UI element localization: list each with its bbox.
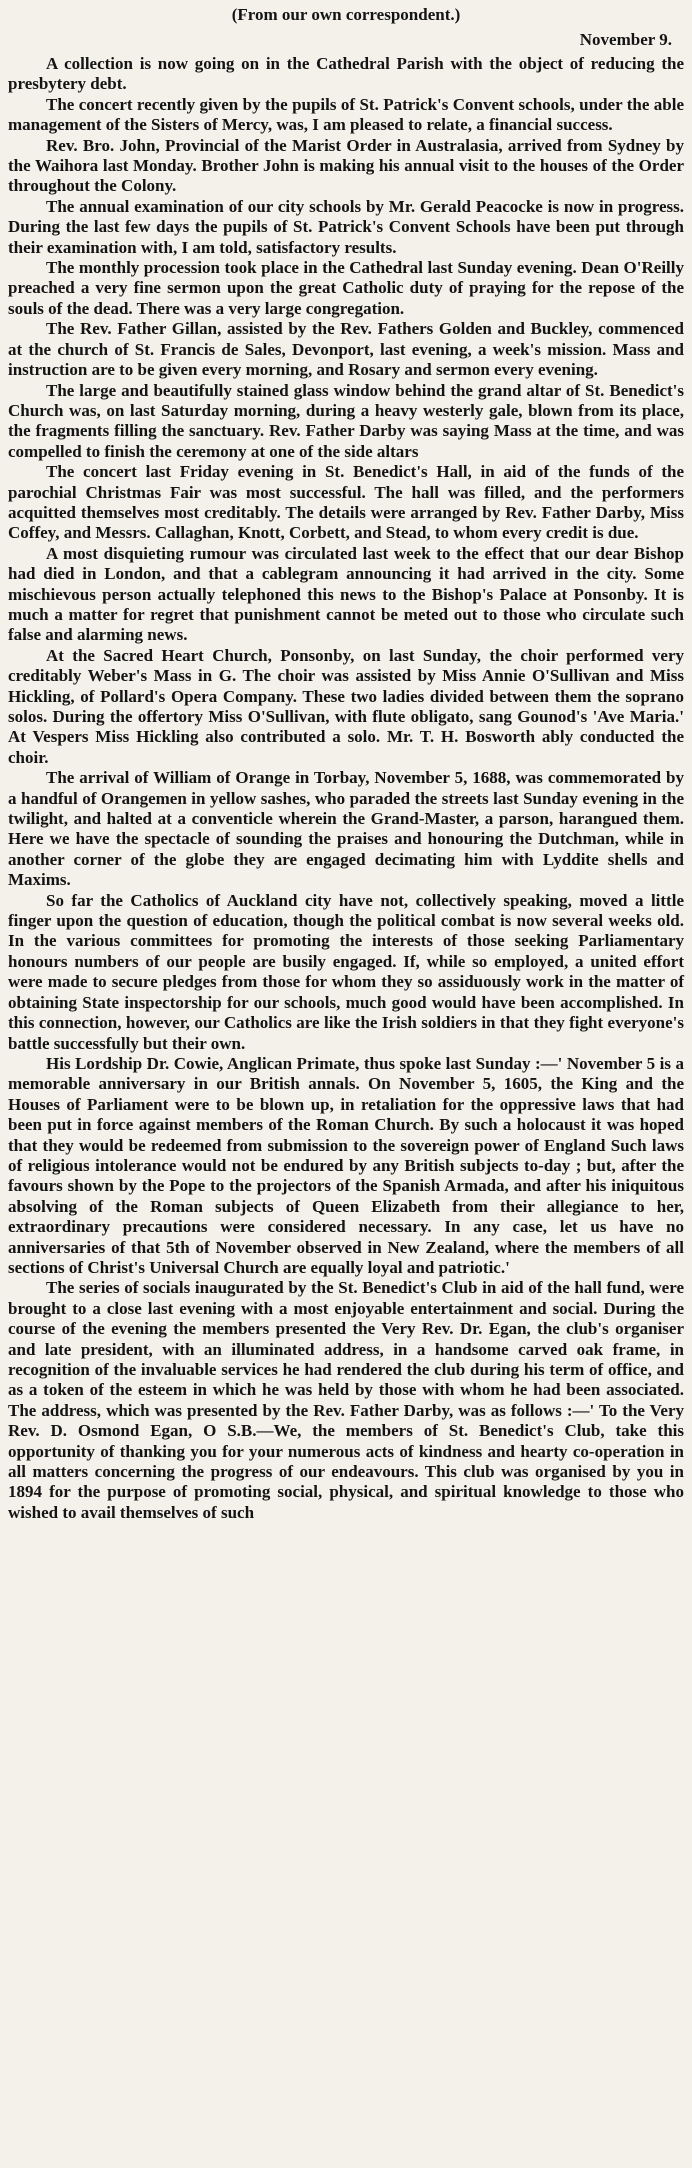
- paragraph-school-examination: The annual examination of our city schools by Mr. Gerald Peacocke is now in progress. During the last few days the pupils of St. Patrick's Convent Schools have been put through their examination with, I am told, satisfactory results.: [8, 196, 684, 257]
- paragraph-window-gale: The large and beautifully stained glass window behind the grand altar of St. Benedict's Church was, on last Saturday morning, during a heavy westerly gale, blown from its place, the fragments filling the sanctuary. Rev. Father Darby was saying Mass at the time, and was compelled to finish the ceremony at one of the side altars: [8, 380, 684, 461]
- correspondent-heading: (From our own correspondent.): [231, 5, 461, 24]
- dateline: November 9.: [579, 30, 672, 49]
- paragraph-primate-speech: His Lordship Dr. Cowie, Anglican Primate, thus spoke last Sunday :—' November 5 is a memorable anniversary in our British annals. On November 5, 1605, the King and the Houses of Parliament were to be blown up, in retaliation for the oppressive laws that had been put in force against members of the Roman Church. By such a holocaust it was hoped that they would be redeemed from submission to the sovereign power of England Such laws of religious intolerance would not be endured by any British subjects to-day ; but, after the favours shown by the Pope to the projectors of the Spanish Armada, and after his iniquitous absolving of the Roman subjects of Queen Elizabeth from their allegiance to her, extraordinary precautions were considered necessary. In any case, let us have no anniversaries of that 5th of November observed in New Zealand, where the members of all sections of Christ's Universal Church are equally loyal and patriotic.': [8, 1053, 684, 1277]
- paragraph-monthly-procession: The monthly procession took place in the Cathedral last Sunday evening. Dean O'Reilly preached a very fine sermon upon the great Catholic duty of praying for the repose of the souls of the dead. There was a very large congregation.: [8, 258, 684, 318]
- paragraph-marist-provincial: Rev. Bro. John, Provincial of the Marist Order in Australasia, arrived from Sydney by the Waihora last Monday. Brother John is making his annual visit to the houses of the Order throughout the Colony.: [8, 135, 684, 196]
- paragraph-sacred-heart-choir: At the Sacred Heart Church, Ponsonby, on last Sunday, the choir performed very creditably Weber's Mass in G. The choir was assisted by Miss Annie O'Sullivan and Miss Hickling, of Pollard's Opera Company. These two ladies divided between them the soprano solos. During the offertory Miss O'Sullivan, with flute obligato, sang Gounod's 'Ave Maria.' At Vespers Miss Hickling also contributed a solo. Mr. T. H. Bosworth ably conducted the choir.: [8, 645, 684, 767]
- paragraph-presbytery-debt: A collection is now going on in the Cathedral Parish with the object of reducing the presbytery debt.: [8, 54, 684, 94]
- paragraph-bishop-rumour: A most disquieting rumour was circulated last week to the effect that our dear Bishop had died in London, and that a cablegram announcing it had arrived in the city. Some mischievous person actually telephoned this news to the Bishop's Palace at Ponsonby. It is much a matter for regret that punishment cannot be meted out to those who circulate such false and alarming news.: [8, 543, 684, 645]
- paragraph-devonport-mission: The Rev. Father Gillan, assisted by the Rev. Fathers Golden and Buckley, commenced at the church of St. Francis de Sales, Devonport, last evening, a week's mission. Mass and instruction are to be given every morning, and Rosary and sermon every evening.: [8, 319, 684, 380]
- paragraph-convent-concert: The concert recently given by the pupils of St. Patrick's Convent schools, under the able management of the Sisters of Mercy, was, I am pleased to relate, a financial success.: [8, 94, 684, 135]
- paragraph-hall-concert: The concert last Friday evening in St. Benedict's Hall, in aid of the funds of the parochial Christmas Fair was most successful. The hall was filled, and the performers acquitted themselves most creditably. The details were arranged by Rev. Father Darby, Miss Coffey, and Messrs. Callaghan, Knott, Corbett, and Stead, to whom every credit is due.: [8, 462, 684, 543]
- paragraph-benedicts-club: The series of socials inaugurated by the St. Benedict's Club in aid of the hall fund, were brought to a close last evening with a most enjoyable entertainment and social. During the course of the evening the members presented the Very Rev. Dr. Egan, the club's organiser and late president, with an illuminated address, in a handsome carved oak frame, in recognition of the invaluable services he had rendered the club during his term of office, and as a token of the esteem in which he was held by those with whom he had been associated. The address, which was presented by the Rev. Father Darby, was as follows :—' To the Very Rev. D. Osmond Egan, O S.B.—We, the members of St. Benedict's Club, take this opportunity of thanking you for your numerous acts of kindness and hearty co-operation in all matters concerning the progress of our endeavours. This club was organised by you in 1894 for the purpose of promoting social, physical, and spiritual knowledge to those who wished to avail themselves of such: [8, 1278, 684, 1522]
- paragraph-education-question: So far the Catholics of Auckland city have not, collectively speaking, moved a little finger upon the question of education, though the political combat is now several weeks old. In the various committees for promoting the interests of those seeking Parliamentary honours numbers of our people are busily engaged. If, while so employed, a united effort were made to secure pledges from those for whom they so assiduously work in the matter of obtaining State inspectorship for our schools, much good would have been accomplished. In this connection, however, our Catholics are like the Irish soldiers in that they fight everyone's battle successfully but their own.: [8, 890, 684, 1053]
- paragraph-orangemen: The arrival of William of Orange in Torbay, November 5, 1688, was commemorated by a handful of Orangemen in yellow sashes, who paraded the streets last Sunday evening in the twilight, and halted at a conventicle wherein the Grand-Master, a parson, harangued them. Here we have the spectacle of sounding the praises and honouring the Dutchman, while in another corner of the globe they are engaged decimating him with Lyddite shells and Maxims.: [8, 768, 684, 890]
